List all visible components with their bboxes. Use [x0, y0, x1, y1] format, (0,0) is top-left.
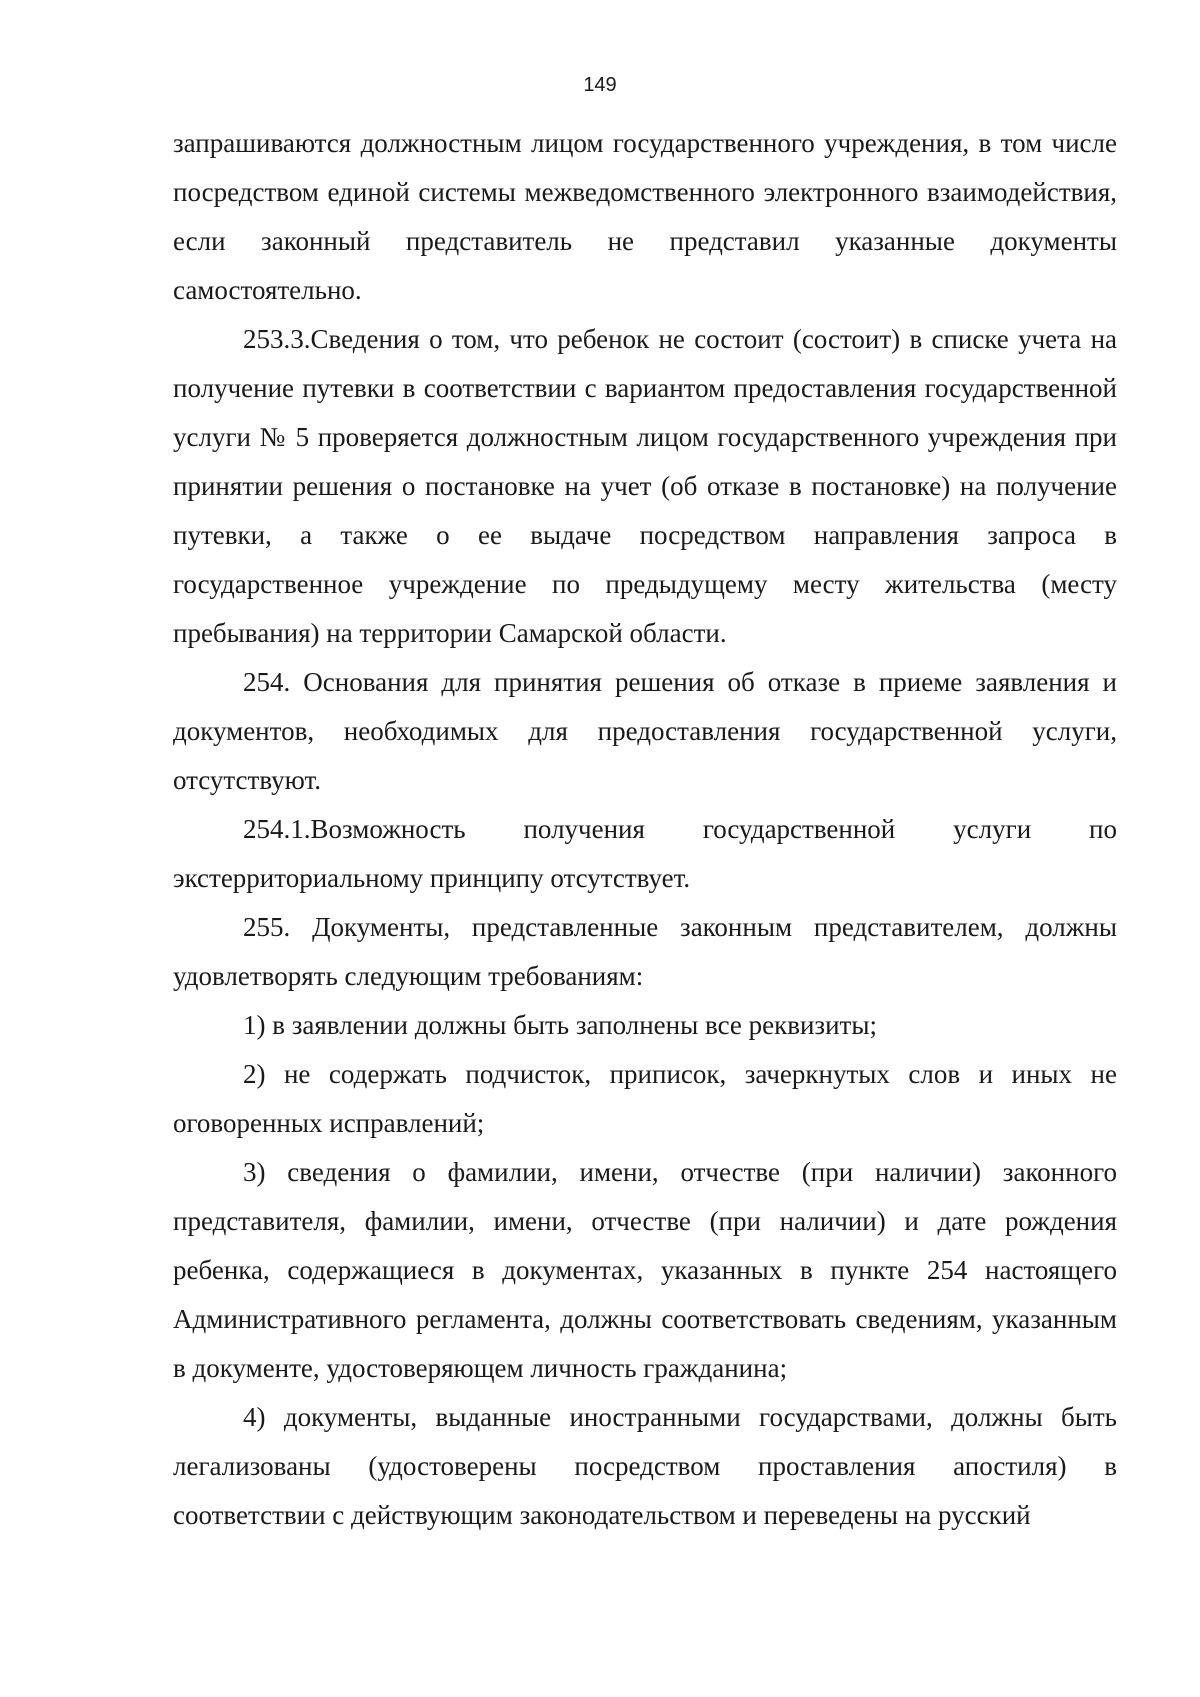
paragraph-254: 254. Основания для принятия решения об отказе в приеме заявления и документов, необходимых для предоставления государственной услуги, отсутствуют.: [173, 667, 1117, 795]
paragraph-255: 255. Документы, представленные законным представителем, должны удовлетворять следующим требованиям:: [173, 912, 1117, 991]
list-item-4: 4) документы, выданные иностранными государствами, должны быть легализованы (удостоверены посредством проставления апостиля) в соответствии с действующим законодательством и переведены на русский: [173, 1402, 1117, 1530]
list-item-2: 2) не содержать подчисток, приписок, зачеркнутых слов и иных не оговоренных исправлений;: [173, 1059, 1117, 1138]
paragraph-253-3: 253.3.Сведения о том, что ребенок не состоит (состоит) в списке учета на получение путевки в соответствии с вариантом предоставления государственной услуги № 5 проверяется должностным лицом государственного учреждения при принятии решения о постановке на учет (об отказе в постановке) на получение путевки, а также о ее выдаче посредством направления запроса в государственное учреждение по предыдущему месту жительства (месту пребывания) на территории Самарской области.: [173, 324, 1117, 648]
document-body: [173, 119, 1117, 1540]
page-number: 149: [583, 74, 617, 96]
list-item-3: 3) сведения о фамилии, имени, отчестве (при наличии) законного представителя, фамилии, имени, отчестве (при наличии) и дате рождения ребенка, содержащиеся в документах, указанных в пункте 254 настоящего Административного регламента, должны соответствовать сведениям, указанным в документе, удостоверяющем личность гражданина;: [173, 1157, 1117, 1383]
paragraph-254-1: 254.1.Возможность получения государственной услуги по экстерриториальному принципу отсутствует.: [173, 814, 1117, 893]
paragraph-continuation: запрашиваются должностным лицом государственного учреждения, в том числе посредством единой системы межведомственного электронного взаимодействия, если законный представитель не представил указанные документы самостоятельно.: [173, 128, 1117, 305]
list-item-1: 1) в заявлении должны быть заполнены все реквизиты;: [243, 1010, 877, 1040]
